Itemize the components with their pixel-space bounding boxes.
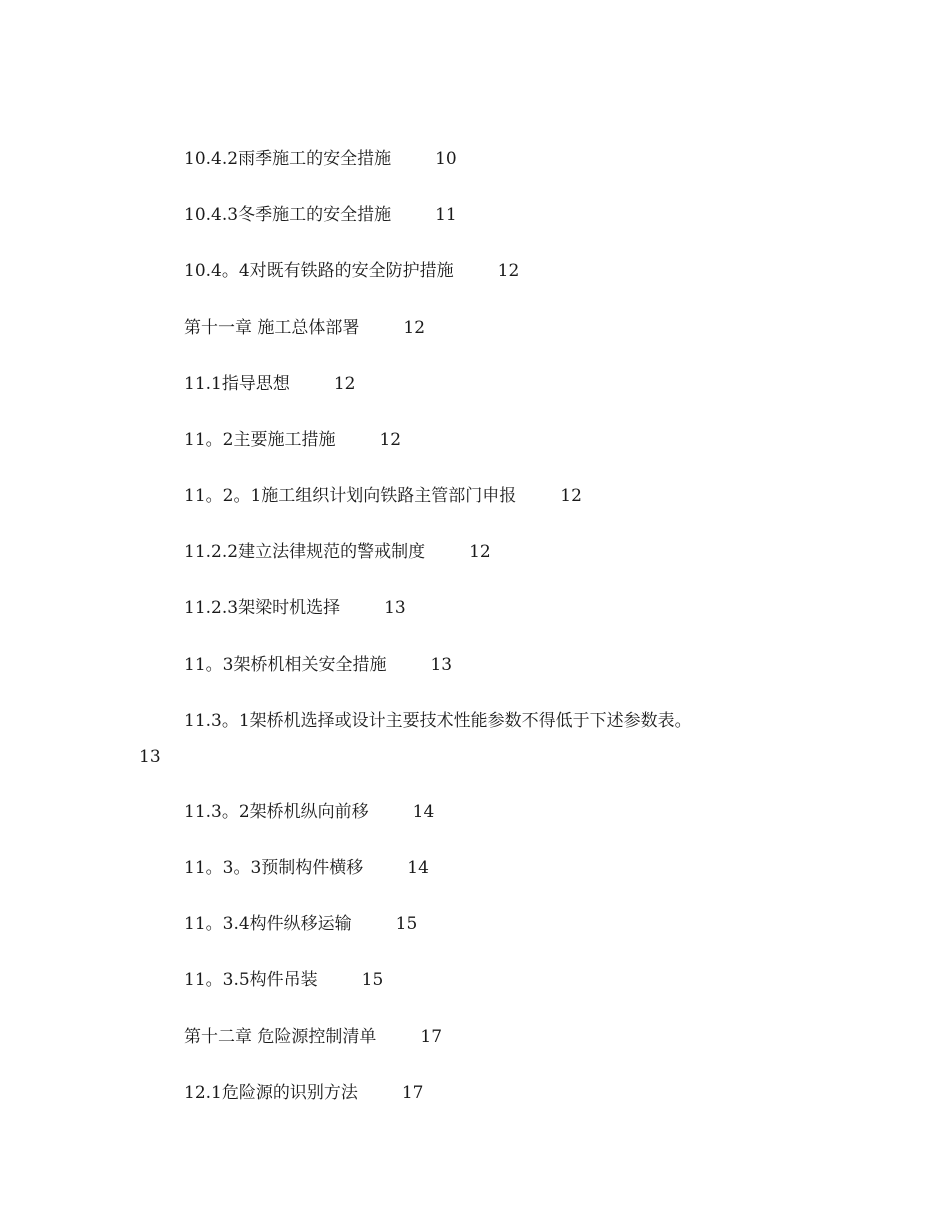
toc-entry[interactable] bbox=[184, 801, 434, 823]
toc-entry[interactable] bbox=[184, 148, 457, 170]
toc-entry-title: 10.4.2雨季施工的安全措施 bbox=[184, 149, 392, 169]
toc-entry-title: 11.2.3架梁时机选择 bbox=[184, 598, 341, 618]
toc-entry-page: 12 bbox=[403, 318, 426, 338]
toc-entry-page: 15 bbox=[395, 914, 418, 934]
toc-entry-title: 11。2主要施工措施 bbox=[184, 430, 336, 450]
toc-entry-page: 17 bbox=[401, 1083, 424, 1103]
toc-entry-page: 17 bbox=[420, 1027, 443, 1047]
toc-entry-title: 11.2.2建立法律规范的警戒制度 bbox=[184, 542, 426, 562]
toc-entry[interactable] bbox=[184, 541, 491, 563]
toc-entry[interactable] bbox=[184, 913, 417, 935]
toc-entry-page: 14 bbox=[407, 858, 429, 878]
toc-entry-page: 12 bbox=[497, 261, 520, 281]
toc-entry-title: 11。3架桥机相关安全措施 bbox=[184, 655, 387, 675]
toc-entry-title: 10.4.3冬季施工的安全措施 bbox=[184, 205, 392, 225]
toc-entry-title: 11。3。3预制构件横移 bbox=[184, 858, 364, 878]
toc-entry-title: 11.3。2架桥机纵向前移 bbox=[184, 802, 369, 822]
toc-entry-page: 12 bbox=[560, 486, 582, 506]
toc-entry-title: 11.1指导思想 bbox=[184, 374, 290, 394]
toc-entry-title: 10.4。4对既有铁路的安全防护措施 bbox=[184, 261, 454, 281]
toc-entry[interactable] bbox=[184, 654, 452, 676]
toc-entry[interactable] bbox=[184, 597, 406, 619]
toc-entry[interactable] bbox=[184, 969, 383, 991]
toc-chapter-entry[interactable] bbox=[184, 1026, 442, 1048]
toc-entry[interactable] bbox=[184, 857, 429, 879]
toc-entry[interactable] bbox=[184, 1082, 424, 1104]
toc-entry-page: 10 bbox=[435, 149, 457, 169]
toc-entry-title: 11。3.4构件纵移运输 bbox=[184, 914, 352, 934]
toc-entry-page: 15 bbox=[361, 970, 384, 990]
toc-entry-page: 13 bbox=[430, 655, 453, 675]
toc-entry-title: 11。2。1施工组织计划向铁路主管部门申报 bbox=[184, 486, 517, 506]
toc-entry-page: 12 bbox=[333, 374, 356, 394]
toc-entry[interactable] bbox=[184, 429, 401, 451]
toc-entry-title: 11.3。1架桥机选择或设计主要技术性能参数不得低于下述参数表。 bbox=[184, 711, 692, 731]
toc-entry-page: 12 bbox=[469, 542, 491, 562]
toc-entry-page: 11 bbox=[435, 205, 457, 225]
toc-entry[interactable] bbox=[184, 204, 457, 226]
toc-entry[interactable] bbox=[184, 485, 582, 507]
toc-entry-title: 11。3.5构件吊装 bbox=[184, 970, 318, 990]
toc-entry-page: 13 bbox=[139, 747, 161, 767]
toc-entry[interactable] bbox=[184, 260, 519, 282]
toc-chapter-entry[interactable] bbox=[184, 317, 425, 339]
toc-entry-page: 13 bbox=[384, 598, 406, 618]
toc-entry-title: 第十二章 危险源控制清单 bbox=[184, 1027, 377, 1047]
toc-entry-title: 12.1危险源的识别方法 bbox=[184, 1083, 358, 1103]
toc-entry-page: 12 bbox=[379, 430, 402, 450]
toc-entry-page: 14 bbox=[412, 802, 435, 822]
toc-entry[interactable] bbox=[184, 373, 356, 395]
toc-entry-title: 第十一章 施工总体部署 bbox=[184, 318, 360, 338]
